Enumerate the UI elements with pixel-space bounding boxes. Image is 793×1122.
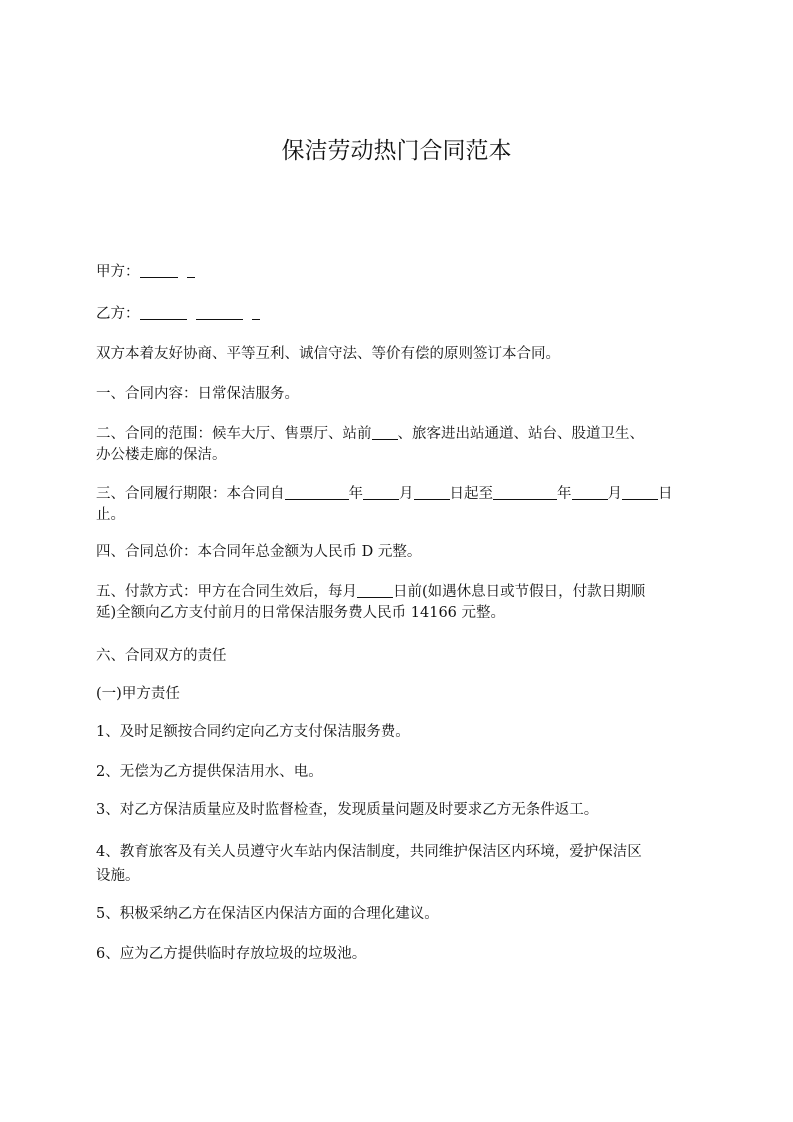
blank-line <box>252 305 260 320</box>
blank-line <box>414 485 450 500</box>
blank-line <box>140 305 187 320</box>
blank-line <box>363 485 399 500</box>
list-item: 1、及时足额按合同约定向乙方支付保洁服务费。 <box>96 724 410 740</box>
section-3-text: 日起至 <box>449 486 493 502</box>
section-6-sub: (一)甲方责任 <box>96 686 180 702</box>
section-6: 六、合同双方的责任 <box>96 648 227 664</box>
section-3-text: 三、合同履行期限：本合同自 <box>96 486 285 502</box>
section-5-text: 日前(如遇休息日或节假日，付款日期顺 <box>393 584 646 600</box>
list-item: 4、教育旅客及有关人员遵守火车站内保洁制度，共同维护保洁区内环境，爱护保洁区 <box>96 844 642 860</box>
intro-paragraph: 双方本着友好协商、平等互利、诚信守法、等价有偿的原则签订本合同。 <box>96 346 560 362</box>
section-2 <box>96 424 700 466</box>
section-3-text: 年 <box>557 486 572 502</box>
blank-line <box>572 485 608 500</box>
section-2-text: 、旅客进出站通道、站台、股道卫生、 <box>397 426 644 442</box>
document-title: 保洁劳动热门合同范本 <box>281 138 512 164</box>
blank-line <box>357 583 393 598</box>
section-3-text: 止。 <box>96 507 125 523</box>
party-b-line <box>96 304 700 325</box>
list-item: 6、应为乙方提供临时存放垃圾的垃圾池。 <box>96 946 367 962</box>
section-5 <box>96 582 700 624</box>
blank-line <box>187 263 195 278</box>
blank-line <box>372 425 398 440</box>
party-a-label: 甲方： <box>96 264 140 280</box>
section-5-text: 延)全额向乙方支付前月的日常保洁服务费人民币 14166 元整。 <box>96 605 505 621</box>
blank-line <box>285 485 349 500</box>
list-item: 5、积极采纳乙方在保洁区内保洁方面的合理化建议。 <box>96 906 439 922</box>
section-2-text: 二、合同的范围：候车大厅、售票厅、站前 <box>96 426 372 442</box>
blank-line <box>493 485 557 500</box>
section-3-text: 月 <box>607 486 622 502</box>
section-2-text: 办公楼走廊的保洁。 <box>96 447 227 463</box>
section-5-text: 五、付款方式：甲方在合同生效后，每月 <box>96 584 357 600</box>
blank-line <box>140 263 178 278</box>
section-3-text: 年 <box>348 486 363 502</box>
party-b-label: 乙方： <box>96 306 140 322</box>
list-item: 3、对乙方保洁质量应及时监督检查，发现质量问题及时要求乙方无条件返工。 <box>96 802 599 818</box>
blank-line <box>622 485 658 500</box>
section-3 <box>96 484 700 526</box>
list-item: 2、无偿为乙方提供保洁用水、电。 <box>96 764 323 780</box>
blank-line <box>196 305 243 320</box>
section-3-text: 日 <box>658 486 673 502</box>
party-a-line <box>96 262 700 283</box>
section-4: 四、合同总价：本合同年总金额为人民币 D 元整。 <box>96 544 422 560</box>
section-1: 一、合同内容：日常保洁服务。 <box>96 386 299 402</box>
section-3-text: 月 <box>399 486 414 502</box>
list-item: 设施。 <box>96 868 140 884</box>
